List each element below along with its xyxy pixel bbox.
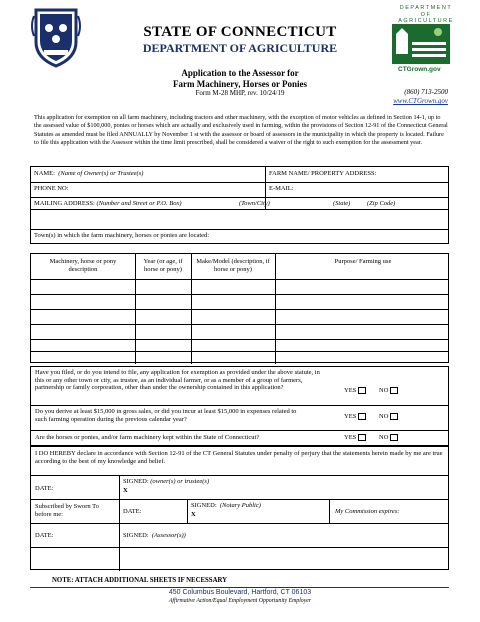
towns-located-field[interactable]: Town(s) in which the farm machinery, horses or ponies are located:	[34, 232, 210, 239]
no-label: NO	[379, 387, 389, 394]
q1-yes[interactable]	[344, 387, 366, 395]
form-number: Form M-28 MHP, rev. 10/24/19	[195, 89, 285, 97]
question-2: Do you derive at least $15,000 in gross sales, or did you incur at least $15,000 in expenses related to such farming operation during the previous calendar year?	[35, 408, 297, 423]
signature-section	[30, 446, 449, 570]
state-field[interactable]	[333, 200, 350, 208]
name-hint: (Name of Owner(s) or Trustee(s)	[58, 170, 144, 177]
q2-yes[interactable]	[344, 413, 366, 421]
assessor-hint: (Assessor(s))	[151, 532, 186, 539]
table-row[interactable]	[31, 324, 448, 325]
questions-section	[30, 366, 449, 446]
zip-field[interactable]	[367, 200, 395, 208]
q3-yes[interactable]	[344, 434, 366, 442]
table-row[interactable]	[31, 339, 448, 340]
town-city-field[interactable]	[239, 200, 270, 208]
q3-yes-checkbox[interactable]	[358, 434, 366, 441]
app-title-line2: Farm Machinery, Horses or Ponies	[172, 79, 308, 89]
sworn-label: Subscribed by Sworn To before me:	[35, 503, 99, 518]
question-1: Have you filed, or do you intend to file, any application for exemption as provided under the above statute, in this or any other town or city, as trustee, as an individual farmer, or as a member of a group of farmers, partnership or family corporation, other than under the ownership contained in this application?	[35, 369, 320, 392]
col-machinery-header: Machinery, horse or pony description	[49, 258, 117, 273]
signed-label: SIGNED:	[191, 502, 217, 509]
question-3: Are the horses or ponies, and/or farm machinery kept within the State of Connecticut?	[35, 434, 260, 441]
q3-no-checkbox[interactable]	[390, 434, 398, 441]
table-row[interactable]	[31, 279, 448, 280]
table-row[interactable]	[31, 309, 448, 310]
department-title: DEPARTMENT OF AGRICULTURE	[142, 41, 338, 55]
phone-number: (860) 713-2500	[404, 88, 448, 96]
q1-yes-checkbox[interactable]	[358, 387, 366, 394]
commission-expires-field[interactable]: My Commission expires:	[335, 508, 400, 515]
q2-no-checkbox[interactable]	[390, 413, 398, 420]
footer-aa-eeo: Affirmative Action/Equal Employment Opportunity Employer	[168, 598, 312, 604]
logo-site: CTGrown.gov	[398, 66, 441, 73]
owner-info-section	[30, 166, 449, 244]
yes-label: YES	[344, 387, 357, 394]
signature-assessor[interactable]	[123, 532, 186, 540]
owner-x-mark: X	[123, 487, 128, 494]
date-field-owner[interactable]: DATE:	[35, 485, 54, 492]
farm-name-field[interactable]: FARM NAME/ PROPERTY ADDRESS:	[269, 170, 377, 177]
logo-text: DEPARTMENT OF AGRICULTURE	[398, 5, 454, 24]
yes-label: YES	[344, 434, 357, 441]
declaration-text: I DO HEREBY declare in accordance with Section 12-91 of the CT General Statutes under penalty of perjury that the statements herein made by me are true according to the best of my knowledge and belief.	[35, 450, 443, 465]
q2-yes-checkbox[interactable]	[358, 413, 366, 420]
app-title-line1: Application to the Assessor for	[181, 68, 299, 78]
yes-label: YES	[344, 413, 357, 420]
equipment-table	[30, 253, 449, 363]
notary-hint: (Notary Public)	[219, 502, 261, 509]
q2-no[interactable]	[379, 413, 398, 421]
phone-field[interactable]: PHONE NO:	[34, 185, 69, 192]
date-field-notary[interactable]: DATE:	[123, 508, 142, 515]
col-purpose-header: Purpose/ Farming use	[334, 258, 392, 265]
name-field[interactable]	[34, 170, 143, 178]
q1-no[interactable]	[379, 387, 398, 395]
q3-no[interactable]	[379, 434, 398, 442]
date-field-assessor[interactable]: DATE:	[35, 532, 54, 539]
state-hint: (State)	[333, 200, 351, 207]
signed-label: SIGNED:	[123, 478, 149, 485]
table-row[interactable]	[31, 294, 448, 295]
q1-no-checkbox[interactable]	[390, 387, 398, 394]
website-link[interactable]: www.CTGrown.gov	[393, 97, 448, 105]
town-hint: (Town/City)	[239, 200, 270, 207]
mailing-label: MAILING ADDRESS:	[34, 200, 95, 207]
no-label: NO	[379, 434, 389, 441]
footer-divider	[30, 587, 449, 588]
signature-notary[interactable]	[191, 502, 261, 510]
footer-address: 450 Columbus Boulevard, Hartford, CT 06103	[168, 589, 312, 596]
mailing-address-field[interactable]	[34, 200, 182, 208]
email-field[interactable]: E-MAIL:	[269, 185, 294, 192]
signature-owner[interactable]	[123, 478, 209, 486]
mailing-hint: (Number and Street or P.O. Box)	[96, 200, 182, 207]
table-row[interactable]	[31, 351, 448, 352]
intro-paragraph: This application for exemption on all farm machinery, including tractors and other machinery, with the exception of motor vehicles as defined in Section 14-1, up to the assessed value of $100,000, ponies or horses which are actually and exclusively used in farming, within the provisions of Section 12-91 of the Connecticut General Statutes as amended must be filed ANNUALLY by November 1 st with the assessor or board of assessors in the municipality in which the property is located. Failure to file this application with the Assessor within the time limit prescribed, shall be considered a waiver of the right to such exemption for the assessment year.	[34, 114, 448, 147]
owner-hint: (owner(s) or trustee(s)	[150, 478, 210, 485]
zip-hint: (Zip Code)	[367, 200, 396, 207]
signed-label: SIGNED:	[123, 532, 149, 539]
name-label: NAME:	[34, 170, 55, 177]
state-title: STATE OF CONNECTICUT	[143, 24, 337, 40]
col-year-header: Year (or age, if horse or pony)	[143, 258, 183, 273]
application-title	[0, 68, 480, 90]
notary-x-mark: X	[191, 511, 196, 518]
attach-sheets-note: NOTE: ATTACH ADDITIONAL SHEETS IF NECESSARY	[52, 577, 228, 584]
col-make-header: Make/Model (description, if horse or pony)	[196, 258, 270, 273]
no-label: NO	[379, 413, 389, 420]
